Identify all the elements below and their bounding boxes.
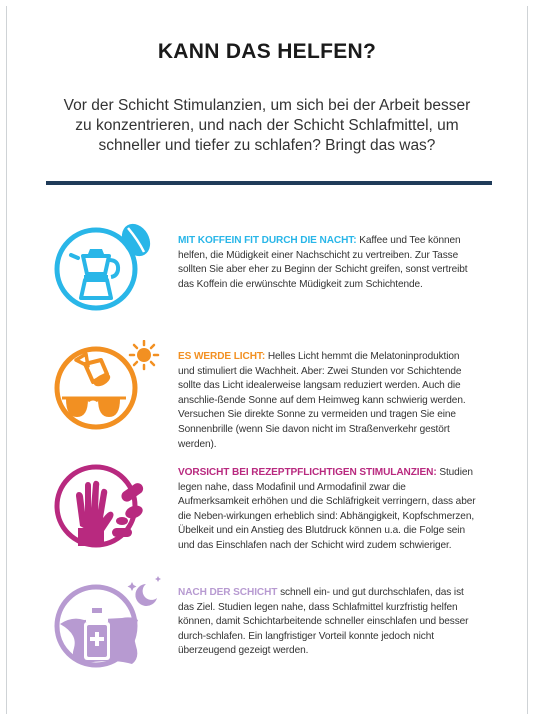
tip-light bbox=[50, 340, 490, 450]
tip-sleep-text bbox=[178, 586, 478, 659]
tip-sleep bbox=[50, 576, 490, 686]
tip-coffee-text bbox=[178, 234, 478, 292]
tip-light-lead: ES WERDE LICHT: bbox=[178, 351, 266, 362]
tip-sleep-lead: NACH DER SCHICHT bbox=[178, 587, 278, 598]
tip-stimulants bbox=[50, 458, 490, 558]
pillow-medicine-moon-icon bbox=[54, 576, 174, 676]
tip-stimulants-text bbox=[178, 466, 478, 554]
tip-stimulants-body: Studien legen nahe, dass Modafinil und Armodafinil zwar die Aufmerksamkeit erhöhen und die Schläfrigkeit verringern, dass aber die Neben-wirkungen erheblich sind: Abhängigkeit, Kopfschmerzen, Übelkeit und ein Anstieg des Blutdruck können u.a. die Folge sein und das Einschlafen nach der Schicht wird zudem schwieriger. bbox=[178, 467, 476, 551]
intro-text: Vor der Schicht Stimulanzien, um sich bei der Arbeit besser zu konzentrieren, und nach der Schicht Schlafmittel, um schneller und tiefer zu schlafen? Bringt das was? bbox=[63, 97, 471, 154]
hand-stop-pills-icon bbox=[54, 458, 174, 558]
coffee-pot-icon bbox=[54, 222, 174, 322]
tip-coffee-lead: MIT KOFFEIN FIT DURCH DIE NACHT: bbox=[178, 235, 357, 246]
tip-coffee-body: Kaffee und Tee können helfen, die Müdigkeit einer Nachschicht zu vertreiben. Zur Tasse sollten Sie aber eher zu Beginn der Schicht greifen, sonst vertreibt das Koffein die erwünschte Müdigkeit zum Schichtende. bbox=[178, 235, 468, 290]
tip-stimulants-lead: VORSICHT BEI REZEPTPFLICHTIGEN STIMULANZIEN: bbox=[178, 467, 437, 478]
tip-light-text bbox=[178, 350, 478, 452]
page-title: KANN DAS HELFEN? bbox=[157, 40, 377, 63]
tip-coffee bbox=[50, 222, 490, 322]
divider bbox=[46, 181, 492, 185]
tip-sleep-body: schnell ein- und gut durchschlafen, das ist das Ziel. Studien legen nahe, dass Schlafmittel kurzfristig helfen können, damit Schichtarbeitende schneller einschlafen und besser durch-schlafen. Ein langfristiger Vorteil konnte jedoch nicht überzeugend gezeigt werden. bbox=[178, 587, 469, 657]
lamp-sun-sunglasses-icon bbox=[54, 340, 174, 440]
tip-light-body: Helles Licht hemmt die Melatoninproduktion und stimuliert die Wachheit. Aber: Zwei Stunden vor Schichtende sollte das Licht idealerweise langsam reduziert werden. Auch die anschlie-ßende Sonne auf dem Heimweg kann schwierig werden. Versuchen Sie direkte Sonne zu vermeiden und tragen Sie eine Sonnenbrille (wenn Sie davon nicht im Straßenverkehr gestört werden). bbox=[178, 351, 466, 450]
